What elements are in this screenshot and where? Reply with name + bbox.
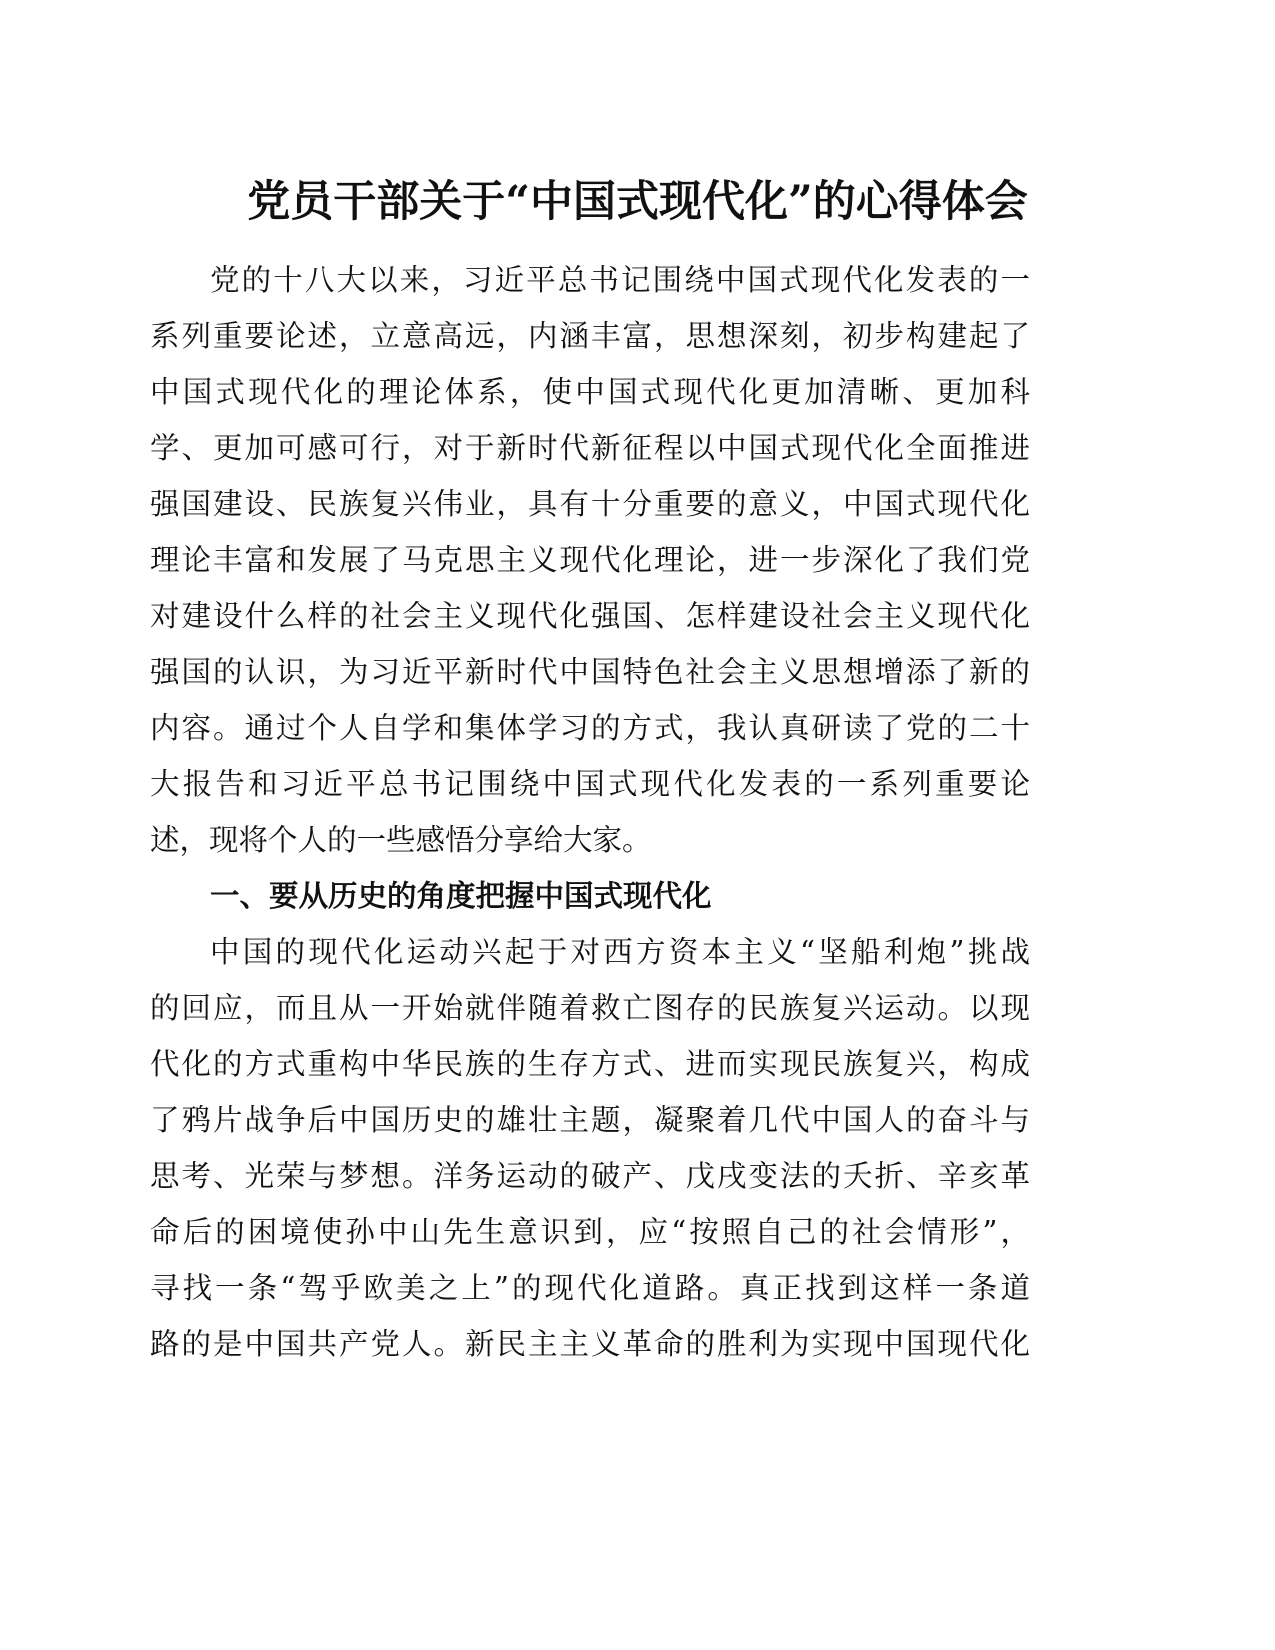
section-heading: 一、要从历史的角度把握中国式现代化: [210, 878, 712, 913]
document-body: [150, 252, 1030, 1372]
paragraph-line: 思考、光荣与梦想。洋务运动的破产、戊戌变法的夭折、辛亥革: [150, 1159, 1030, 1193]
paragraph-line: 学、更加可感可行，对于新时代新征程以中国式现代化全面推进: [150, 431, 1030, 465]
paragraph-line: 党的十八大以来，习近平总书记围绕中国式现代化发表的一: [210, 263, 1030, 297]
paragraph-line: 强国建设、民族复兴伟业，具有十分重要的意义，中国式现代化: [150, 487, 1030, 521]
paragraph-line: 述，现将个人的一些感悟分享给大家。: [150, 823, 652, 857]
paragraph-line: 系列重要论述，立意高远，内涵丰富，思想深刻，初步构建起了: [150, 319, 1030, 353]
paragraph-line: 强国的认识，为习近平新时代中国特色社会主义思想增添了新的: [150, 655, 1030, 689]
paragraph-line: 内容。通过个人自学和集体学习的方式，我认真研读了党的二十: [150, 711, 1030, 745]
paragraph-line: 中国式现代化的理论体系，使中国式现代化更加清晰、更加科: [150, 375, 1030, 409]
paragraph-line: 的回应，而且从一开始就伴随着救亡图存的民族复兴运动。以现: [150, 991, 1030, 1025]
paragraph-line: 了鸦片战争后中国历史的雄壮主题，凝聚着几代中国人的奋斗与: [150, 1103, 1030, 1137]
paragraph-line: 寻找一条“驾乎欧美之上”的现代化道路。真正找到这样一条道: [150, 1271, 1030, 1305]
paragraph-line: 对建设什么样的社会主义现代化强国、怎样建设社会主义现代化: [150, 599, 1030, 633]
paragraph-line: 大报告和习近平总书记围绕中国式现代化发表的一系列重要论: [150, 767, 1030, 801]
paragraph-line: 代化的方式重构中华民族的生存方式、进而实现民族复兴，构成: [150, 1047, 1030, 1081]
paragraph-line: 中国的现代化运动兴起于对西方资本主义“坚船利炮”挑战: [210, 935, 1030, 969]
paragraph-line: 理论丰富和发展了马克思主义现代化理论，进一步深化了我们党: [150, 543, 1030, 577]
document-title: 党员干部关于“中国式现代化”的心得体会: [247, 177, 1028, 227]
paragraph-line: 命后的困境使孙中山先生意识到，应“按照自己的社会情形”，: [150, 1215, 1030, 1249]
paragraph-line: 路的是中国共产党人。新民主主义革命的胜利为实现中国现代化: [150, 1327, 1030, 1361]
